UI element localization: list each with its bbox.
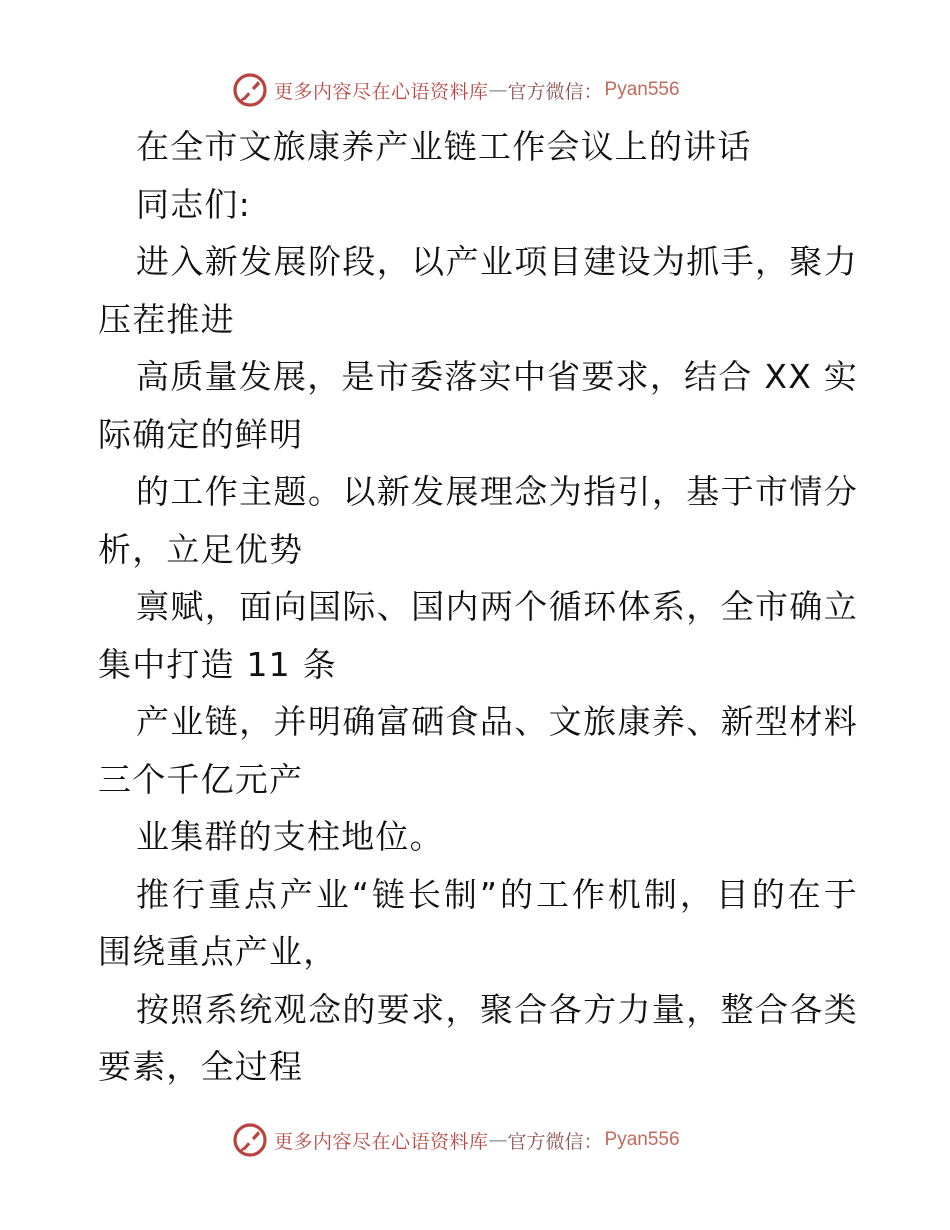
watermark-id: Pyan556 — [604, 1129, 680, 1150]
watermark-label: 官方微信： — [507, 80, 603, 103]
watermark-label: 官方微信： — [507, 1130, 603, 1153]
document-body — [98, 118, 858, 1096]
text-line: 产业链，并明确富硒食品、文旅康养、新型材料 — [136, 702, 858, 741]
watermark-text: 更多内容尽在心语资料库 — [274, 80, 489, 103]
text-line: 压茬推进 — [98, 299, 235, 339]
text-line: 三个千亿元产 — [98, 759, 304, 799]
watermark-text: 更多内容尽在心语资料库 — [274, 1130, 489, 1153]
text-line: 同志们: — [136, 184, 251, 224]
quill-logo-icon — [232, 1122, 268, 1158]
text-line: 进入新发展阶段，以产业项目建设为抓手，聚力 — [136, 242, 858, 281]
text-line: 际确定的鲜明 — [98, 414, 304, 454]
text-line: 析，立足优势 — [98, 529, 304, 569]
text-line: 集中打造 11 条 — [98, 644, 337, 684]
text-line: 业集群的支柱地位。 — [136, 817, 444, 856]
quill-logo-icon — [232, 72, 268, 108]
text-line: 的工作主题。以新发展理念为指引，基于市情分 — [136, 472, 858, 511]
text-line: 推行重点产业“链长制”的工作机制，目的在于 — [136, 874, 858, 914]
text-line: 要素，全过程 — [98, 1047, 304, 1086]
watermark-id: Pyan556 — [604, 79, 680, 100]
text-line: 高质量发展，是市委落实中省要求，结合 XX 实 — [136, 357, 858, 396]
header-watermark — [232, 70, 712, 110]
text-line: 禀赋，面向国际、国内两个循环体系，全市确立 — [136, 587, 858, 626]
text-line: 在全市文旅康养产业链工作会议上的讲话 — [136, 127, 752, 166]
text-line: 围绕重点产业， — [98, 932, 338, 971]
footer-watermark — [232, 1120, 712, 1160]
text-line: 按照系统观念的要求，聚合各方力量，整合各类 — [136, 989, 858, 1029]
watermark-dash: — — [488, 1129, 508, 1151]
watermark-dash: — — [488, 79, 508, 101]
